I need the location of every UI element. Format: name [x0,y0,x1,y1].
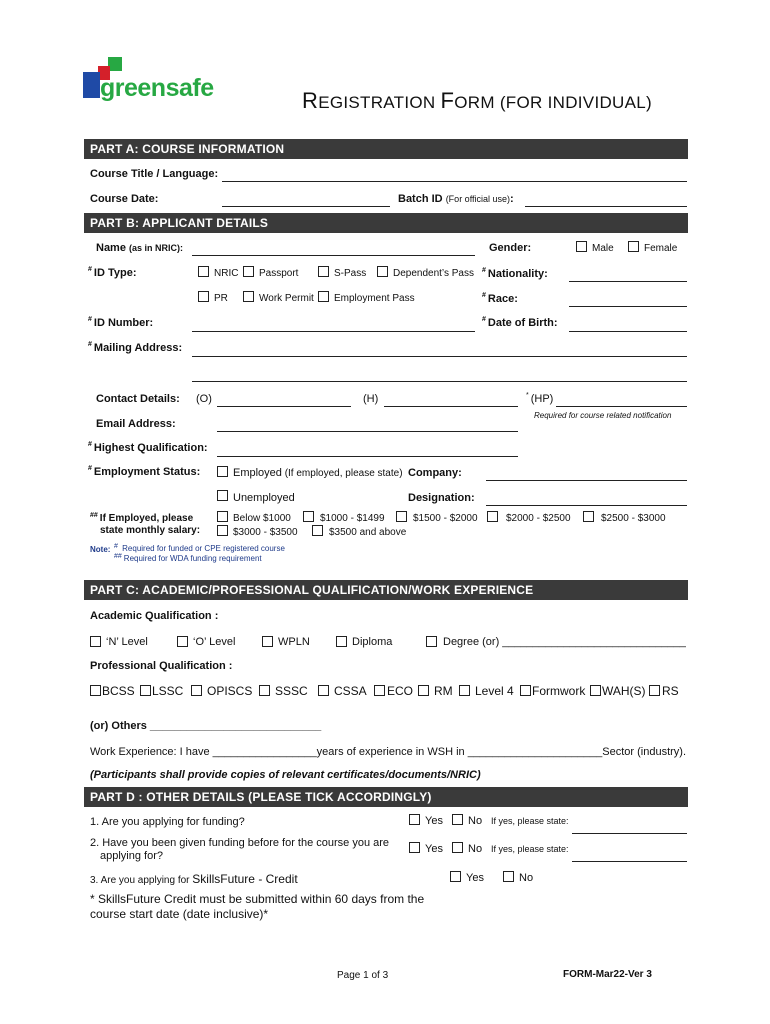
degree-checkbox[interactable] [426,636,437,647]
q1-no-label: No [468,815,483,827]
formwork-checkbox[interactable] [520,685,531,696]
salary-3000-3500-label: $3000 - $3500 [233,527,298,538]
unemployed-checkbox[interactable] [217,490,228,501]
dob-label: # Date of Birth: [482,316,558,329]
q2-no-checkbox[interactable] [452,842,463,853]
skillsfuture-note-line-2: course start date (date inclusive)* [90,907,269,921]
lssc-checkbox[interactable] [140,685,151,696]
salary-label: ## If Employed, please [90,512,194,524]
salary-3500-above-checkbox[interactable] [312,525,323,536]
employed-label: Employed (If employed, please state) [233,467,403,479]
passport-label: Passport [259,268,299,279]
note-2: ## Required for WDA funding requirement [114,553,262,563]
s-pass-label: S-Pass [334,268,367,279]
race-field[interactable] [569,306,687,307]
s-pass-checkbox[interactable] [318,266,329,277]
unemployed-label: Unemployed [233,492,295,504]
nric-label: NRIC [214,268,239,279]
q2-no-label: No [468,843,483,855]
contact-hp-label: * (HP) [526,392,554,405]
employment-pass-label: Employment Pass [334,293,415,304]
rm-label: RM [434,684,453,698]
salary-1500-2000-label: $1500 - $2000 [413,513,478,524]
question-3: 3. Are you applying for SkillsFuture - Credit [90,872,298,886]
q2-if-yes-label: If yes, please state: [491,844,569,854]
passport-checkbox[interactable] [243,266,254,277]
contact-hp-field[interactable] [556,406,687,407]
diploma-checkbox[interactable] [336,636,347,647]
cssa-checkbox[interactable] [318,685,329,696]
pr-label: PR [214,293,228,304]
salary-3000-3500-checkbox[interactable] [217,525,228,536]
race-label: # Race: [482,292,518,305]
sssc-checkbox[interactable] [259,685,270,696]
participants-note: (Participants shall provide copies of relevant certificates/documents/NRIC) [90,769,481,781]
designation-field[interactable] [486,505,687,506]
mailing-address-line-2[interactable] [192,381,687,382]
work-experience-field[interactable]: Work Experience: I have _________________years of experience in WSH in ______________________Sector (industry). [90,746,687,758]
company-field[interactable] [486,480,687,481]
salary-1000-1499-label: $1000 - $1499 [320,513,385,524]
academic-qualification-label: Academic Qualification : [90,610,219,622]
wah-s-checkbox[interactable] [590,685,601,696]
rs-label: RS [662,684,679,698]
batch-id-label: Batch ID (For official use): [398,193,514,205]
page-number: Page 1 of 3 [337,970,389,981]
rm-checkbox[interactable] [418,685,429,696]
logo-text: greensafe [100,74,214,102]
mailing-address-label: # Mailing Address: [88,341,183,354]
eco-label: ECO [387,684,414,698]
level-4-label: Level 4 [475,684,514,698]
q1-if-yes-label: If yes, please state: [491,816,569,826]
id-number-field[interactable] [192,331,475,332]
question-2: 2. Have you been given funding before for the course you are [90,837,390,849]
salary-below-1000-checkbox[interactable] [217,511,228,522]
opiscs-label: OPISCS [207,684,253,698]
name-label: Name (as in NRIC): [96,242,184,254]
employed-checkbox[interactable] [217,466,228,477]
employment-status-label: # Employment Status: [88,465,201,478]
page-title: REGISTRATION FORM (FOR INDIVIDUAL) [302,88,652,113]
highest-qualification-field[interactable] [217,456,518,457]
contact-details-label: Contact Details: [96,393,180,405]
others-field[interactable]: (or) Others ____________________________ [90,720,322,732]
pr-checkbox[interactable] [198,291,209,302]
wah-s-label: WAH(S) [602,684,646,698]
male-label: Male [592,243,614,254]
salary-label-line-2: state monthly salary: [100,525,201,536]
degree-label: Degree (or) ______________________________ [443,636,686,648]
employment-pass-checkbox[interactable] [318,291,329,302]
female-checkbox[interactable] [628,241,639,252]
n-level-label: ‘N’ Level [106,636,148,648]
course-date-field[interactable] [222,206,390,207]
rs-checkbox[interactable] [649,685,660,696]
nationality-label: # Nationality: [482,267,548,280]
n-level-checkbox[interactable] [90,636,101,647]
bcss-label: BCSS [102,684,135,698]
salary-1500-2000-checkbox[interactable] [396,511,407,522]
form-version: FORM-Mar22-Ver 3 [563,969,652,980]
name-field[interactable] [192,255,475,256]
cssa-label: CSSA [334,684,367,698]
contact-h-label: (H) [363,393,379,405]
email-label: Email Address: [96,418,176,430]
q2-state-field[interactable] [572,861,687,862]
dependents-pass-checkbox[interactable] [377,266,388,277]
q1-yes-checkbox[interactable] [409,814,420,825]
part-d-heading: PART D : OTHER DETAILS (PLEASE TICK ACCORDINGLY) [84,787,688,807]
q2-yes-checkbox[interactable] [409,842,420,853]
q1-no-checkbox[interactable] [452,814,463,825]
q2-yes-label: Yes [425,843,443,855]
salary-2000-2500-label: $2000 - $2500 [506,513,571,524]
nationality-field[interactable] [569,281,687,282]
q3-no-checkbox[interactable] [503,871,514,882]
part-c-heading: PART C: ACADEMIC/PROFESSIONAL QUALIFICATION/WORK EXPERIENCE [84,580,688,600]
opiscs-checkbox[interactable] [191,685,202,696]
wpln-checkbox[interactable] [262,636,273,647]
batch-id-field[interactable] [525,206,687,207]
question-1: 1. Are you applying for funding? [90,816,245,828]
part-b-heading: PART B: APPLICANT DETAILS [84,213,688,233]
salary-2500-3000-label: $2500 - $3000 [601,513,666,524]
q3-yes-checkbox[interactable] [450,871,461,882]
highest-qualification-label: # Highest Qualification: [88,441,208,454]
logo-square-green [108,57,122,71]
salary-2000-2500-checkbox[interactable] [487,511,498,522]
designation-label: Designation: [408,492,475,504]
q1-yes-label: Yes [425,815,443,827]
eco-checkbox[interactable] [374,685,385,696]
dependents-pass-label: Dependent’s Pass [393,268,474,279]
course-date-label: Course Date: [90,193,159,205]
contact-office-field[interactable] [217,406,351,407]
o-level-checkbox[interactable] [177,636,188,647]
bcss-checkbox[interactable] [90,685,101,696]
male-checkbox[interactable] [576,241,587,252]
q1-state-field[interactable] [572,833,687,834]
work-permit-checkbox[interactable] [243,291,254,302]
question-2-line-2: applying for? [100,850,163,862]
professional-qualification-label: Professional Qualification : [90,660,233,672]
level-4-checkbox[interactable] [459,685,470,696]
dob-field[interactable] [569,331,687,332]
email-field[interactable] [217,431,518,432]
id-type-label: # ID Type: [88,266,137,279]
female-label: Female [644,243,678,254]
contact-home-field[interactable] [384,406,518,407]
course-title-field[interactable] [222,181,687,182]
part-a-heading: PART A: COURSE INFORMATION [84,139,688,159]
mailing-address-line-1[interactable] [192,356,687,357]
o-level-label: ‘O’ Level [193,636,236,648]
diploma-label: Diploma [352,636,393,648]
contact-o-label: (O) [196,393,212,405]
q3-yes-label: Yes [466,872,484,884]
salary-1000-1499-checkbox[interactable] [303,511,314,522]
salary-3500-above-label: $3500 and above [329,527,407,538]
gender-label: Gender: [489,242,532,254]
company-label: Company: [408,467,462,479]
logo-square-blue [83,72,100,98]
salary-below-1000-label: Below $1000 [233,513,291,524]
note-label: Note: [90,545,111,554]
q3-no-label: No [519,872,534,884]
hp-note: Required for course related notification [534,411,672,420]
salary-2500-3000-checkbox[interactable] [583,511,594,522]
sssc-label: SSSC [275,684,308,698]
formwork-label: Formwork [532,684,586,698]
skillsfuture-note: * SkillsFuture Credit must be submitted within 60 days from the [90,892,425,906]
course-title-label: Course Title / Language: [90,168,219,180]
id-number-label: # ID Number: [88,316,154,329]
wpln-label: WPLN [278,636,310,648]
lssc-label: LSSC [152,684,184,698]
note-1: # Required for funded or CPE registered course [114,543,285,553]
work-permit-label: Work Permit [259,293,314,304]
nric-checkbox[interactable] [198,266,209,277]
